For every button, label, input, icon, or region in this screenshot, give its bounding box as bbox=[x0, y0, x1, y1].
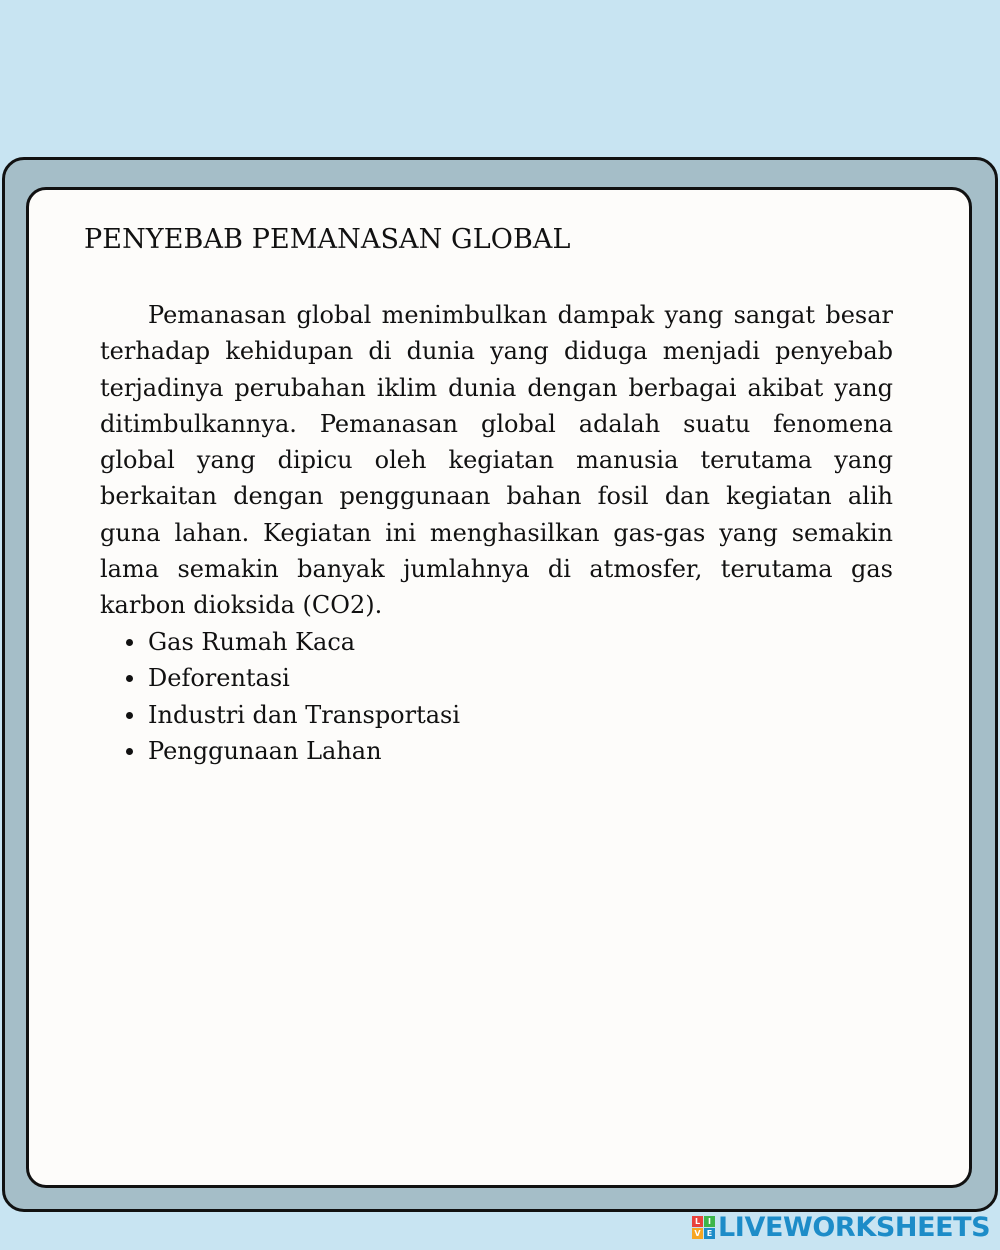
list-item-text: Penggunaan Lahan bbox=[148, 736, 382, 765]
bullet-icon bbox=[126, 712, 133, 719]
list-item bbox=[100, 697, 460, 733]
logo-text: LIVEWORKSHEETS bbox=[718, 1211, 991, 1243]
body-paragraph: Pemanasan global menimbulkan dampak yang sangat besar terhadap kehidupan di dunia yang diduga menjadi penyebab terjadinya perubahan iklim dunia dengan berbagai akibat yang ditimbulkannya. Pemanasan global adalah suatu fenomena global yang dipicu oleh kegiatan manusia terutama yang berkaitan dengan penggunaan bahan fosil dan kegiatan alih guna lahan. Kegiatan ini menghasilkan gas-gas yang semakin lama semakin banyak jumlahnya di atmosfer, terutama gas karbon dioksida (CO2). bbox=[100, 301, 893, 620]
list-item-text: Gas Rumah Kaca bbox=[148, 628, 356, 656]
list-item-text: Deforentasi bbox=[148, 664, 290, 693]
list-item-text: Industri dan Transportasi bbox=[148, 700, 461, 729]
cause-list bbox=[100, 624, 460, 769]
list-item bbox=[100, 624, 460, 660]
list-item bbox=[100, 660, 460, 696]
logo-mark-letter: V bbox=[692, 1228, 703, 1239]
bullet-icon bbox=[126, 748, 133, 755]
logo-mark-letter: I bbox=[704, 1216, 715, 1227]
bullet-icon bbox=[126, 675, 133, 682]
logo-mark-letter: L bbox=[692, 1216, 703, 1227]
bullet-icon bbox=[126, 639, 133, 646]
list-item bbox=[100, 733, 460, 769]
logo-mark-letter: E bbox=[704, 1228, 715, 1239]
liveworksheets-logo[interactable] bbox=[692, 1212, 990, 1242]
page-title: PENYEBAB PEMANASAN GLOBAL bbox=[84, 224, 571, 255]
liveworksheets-logo-icon bbox=[692, 1216, 715, 1239]
